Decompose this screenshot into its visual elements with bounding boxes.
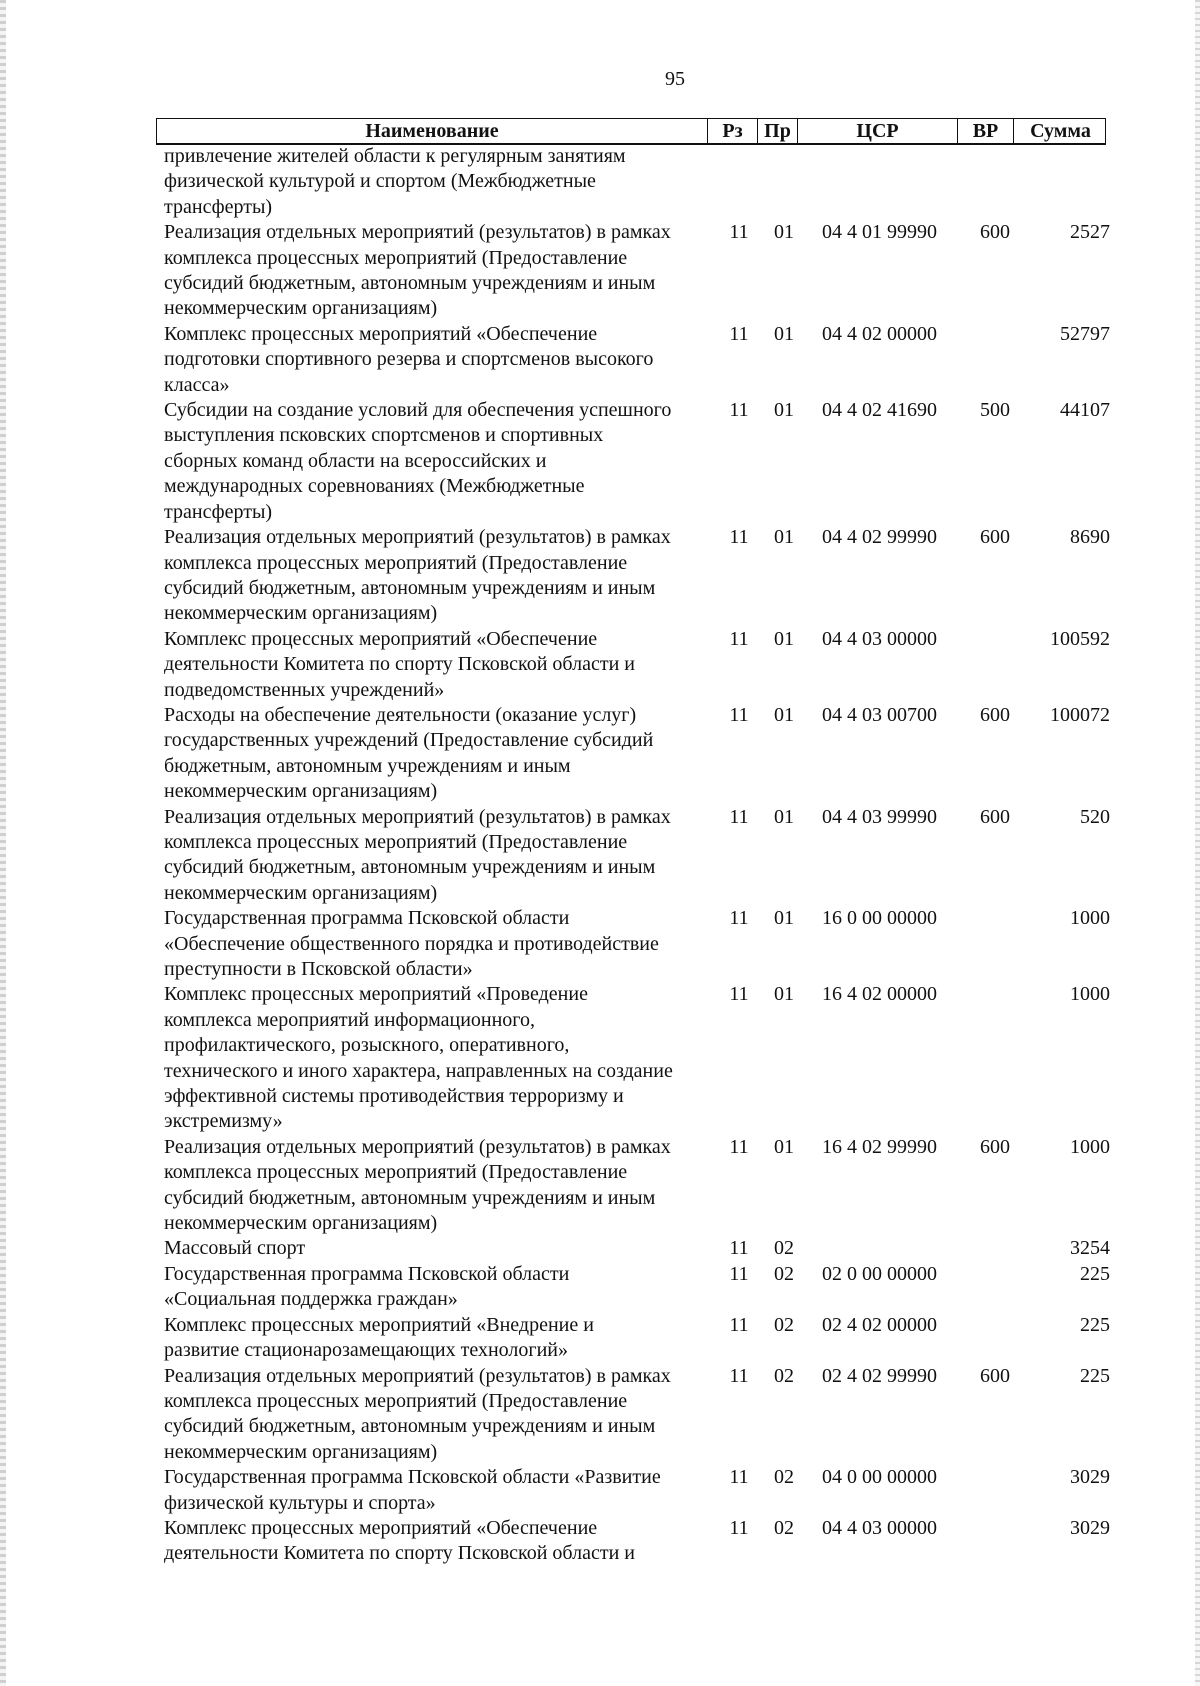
cell-vr: 600 xyxy=(980,805,1010,828)
header-sum: Сумма xyxy=(1013,119,1107,143)
cell-rz: 11 xyxy=(729,1516,749,1539)
cell-csr: 04 4 03 00000 xyxy=(822,627,937,650)
table-row xyxy=(164,1135,1124,1237)
cell-sum: 1000 xyxy=(1070,1135,1110,1158)
header-csr: ЦСР xyxy=(797,119,957,143)
cell-vr: 600 xyxy=(980,1135,1010,1158)
cell-name: Реализация отдельных мероприятий (результатов) в рамках комплекса процессных мероприятий (Предоставление субсидий бюджетным, автономным учреждениям и иным некоммерческим организациям) xyxy=(164,805,671,904)
cell-rz: 11 xyxy=(729,627,749,650)
cell-rz: 11 xyxy=(729,399,749,422)
cell-name: Реализация отдельных мероприятий (результатов) в рамках комплекса процессных мероприятий (Предоставление субсидий бюджетным, автономным учреждениям и иным некоммерческим организациям) xyxy=(164,221,671,320)
cell-pr: 01 xyxy=(774,805,794,828)
cell-rz: 11 xyxy=(729,703,749,726)
cell-csr: 04 0 00 00000 xyxy=(822,1466,937,1489)
table-header xyxy=(156,118,1106,145)
cell-rz: 11 xyxy=(729,1313,749,1336)
cell-name: привлечение жителей области к регулярным занятиям физической культурой и спортом (Межбюджетные трансферты) xyxy=(164,145,626,218)
cell-sum: 3254 xyxy=(1070,1237,1110,1260)
cell-pr: 02 xyxy=(774,1516,794,1539)
cell-rz: 11 xyxy=(729,983,749,1006)
cell-rz: 11 xyxy=(729,1237,749,1260)
cell-rz: 11 xyxy=(729,221,749,244)
cell-rz: 11 xyxy=(729,322,749,345)
cell-pr: 01 xyxy=(774,907,794,930)
cell-sum: 3029 xyxy=(1070,1466,1110,1489)
cell-pr: 01 xyxy=(774,983,794,1006)
cell-name: Расходы на обеспечение деятельности (оказание услуг) государственных учреждений (Предоставление субсидий бюджетным, автономным учреждениям и иным некоммерческим организациям) xyxy=(164,703,654,803)
cell-name: Комплекс процессных мероприятий «Обеспечение подготовки спортивного резерва и спортсменов высокого класса» xyxy=(164,322,654,396)
cell-csr: 04 4 02 41690 xyxy=(822,399,937,422)
cell-sum: 225 xyxy=(1080,1262,1110,1285)
table-row xyxy=(164,1262,1124,1313)
cell-rz: 11 xyxy=(729,526,749,549)
table-row xyxy=(164,322,1124,398)
table-row xyxy=(164,1516,1124,1567)
cell-sum: 100072 xyxy=(1050,703,1110,726)
cell-csr: 04 4 01 99990 xyxy=(822,221,937,244)
cell-rz: 11 xyxy=(729,1364,749,1387)
cell-pr: 02 xyxy=(774,1313,794,1336)
cell-sum: 1000 xyxy=(1070,907,1110,930)
header-rz: Рз xyxy=(707,119,757,143)
cell-name: Государственная программа Псковской области «Обеспечение общественного порядка и противодействие преступности в Псковской области» xyxy=(164,907,659,980)
cell-sum: 225 xyxy=(1080,1313,1110,1336)
cell-csr: 16 4 02 00000 xyxy=(822,983,937,1006)
cell-pr: 01 xyxy=(774,221,794,244)
cell-vr: 600 xyxy=(980,526,1010,549)
cell-pr: 01 xyxy=(774,703,794,726)
cell-csr: 04 4 02 99990 xyxy=(822,526,937,549)
cell-csr: 02 0 00 00000 xyxy=(822,1262,937,1285)
cell-pr: 01 xyxy=(774,627,794,650)
cell-name: Комплекс процессных мероприятий «Проведение комплекса мероприятий информационного, профилактического, розыскного, оперативного, технического и иного характера, направленных на создание эффективной системы противодействия терроризму и экстремизму» xyxy=(164,983,673,1133)
table-row xyxy=(164,1313,1124,1364)
cell-csr: 04 4 03 00000 xyxy=(822,1516,937,1539)
cell-name: Комплекс процессных мероприятий «Внедрение и развитие стационарозамещающих технологий» xyxy=(164,1313,594,1362)
cell-sum: 52797 xyxy=(1060,322,1110,345)
cell-rz: 11 xyxy=(729,1262,749,1285)
cell-vr: 600 xyxy=(980,221,1010,244)
cell-csr: 16 4 02 99990 xyxy=(822,1135,937,1158)
table-row xyxy=(164,703,1124,805)
cell-sum: 100592 xyxy=(1050,627,1110,650)
page-number: 95 xyxy=(665,68,685,90)
cell-pr: 01 xyxy=(774,1135,794,1158)
cell-csr: 16 0 00 00000 xyxy=(822,907,937,930)
table-row xyxy=(164,906,1124,982)
cell-rz: 11 xyxy=(729,1466,749,1489)
cell-name: Государственная программа Псковской области «Развитие физической культуры и спорта» xyxy=(164,1466,661,1514)
table-row xyxy=(164,220,1124,322)
table-row xyxy=(164,1465,1124,1516)
cell-vr: 600 xyxy=(980,1364,1010,1387)
table-row xyxy=(164,525,1124,627)
cell-rz: 11 xyxy=(729,805,749,828)
cell-sum: 44107 xyxy=(1060,399,1110,422)
cell-sum: 8690 xyxy=(1070,526,1110,549)
table-row xyxy=(164,627,1124,703)
table-row xyxy=(164,398,1124,525)
cell-name: Комплекс процессных мероприятий «Обеспечение деятельности Комитета по спорту Псковской области и подведомственных учреждений» xyxy=(164,627,635,701)
table-row xyxy=(164,1236,1124,1261)
header-vr: ВР xyxy=(957,119,1013,143)
cell-csr: 02 4 02 99990 xyxy=(822,1364,937,1387)
cell-name: Государственная программа Псковской области «Социальная поддержка граждан» xyxy=(164,1262,570,1311)
scan-edge-left xyxy=(0,0,6,1686)
scan-edge-right xyxy=(1195,0,1200,1686)
cell-rz: 11 xyxy=(729,907,749,930)
table-row xyxy=(164,1364,1124,1466)
cell-vr: 600 xyxy=(980,703,1010,726)
cell-sum: 225 xyxy=(1080,1364,1110,1387)
cell-vr: 500 xyxy=(980,399,1010,422)
cell-csr: 04 4 03 00700 xyxy=(822,703,937,726)
cell-pr: 02 xyxy=(774,1262,794,1285)
cell-name: Реализация отдельных мероприятий (результатов) в рамках комплекса процессных мероприятий (Предоставление субсидий бюджетным, автономным учреждениям и иным некоммерческим организациям) xyxy=(164,526,671,625)
cell-sum: 3029 xyxy=(1070,1516,1110,1539)
table-row xyxy=(164,982,1124,1134)
cell-pr: 02 xyxy=(774,1466,794,1489)
cell-csr: 02 4 02 00000 xyxy=(822,1313,937,1336)
cell-csr: 04 4 02 00000 xyxy=(822,322,937,345)
cell-name: Реализация отдельных мероприятий (результатов) в рамках комплекса процессных мероприятий (Предоставление субсидий бюджетным, автономным учреждениям и иным некоммерческим организациям) xyxy=(164,1135,671,1235)
cell-name: Комплекс процессных мероприятий «Обеспечение деятельности Комитета по спорту Псковской области и xyxy=(164,1516,635,1565)
cell-pr: 02 xyxy=(774,1237,794,1260)
table-row xyxy=(164,144,1124,220)
header-name: Наименование xyxy=(365,120,499,142)
cell-sum: 520 xyxy=(1080,805,1110,828)
header-pr: Пр xyxy=(757,119,797,143)
cell-pr: 02 xyxy=(774,1364,794,1387)
cell-sum: 2527 xyxy=(1070,221,1110,244)
cell-name: Массовый спорт xyxy=(164,1237,306,1260)
cell-pr: 01 xyxy=(774,322,794,345)
cell-name: Субсидии на создание условий для обеспечения успешного выступления псковских спортсменов и спортивных сборных команд области на всероссийских и международных соревнованиях (Межбюджетные трансферты) xyxy=(164,399,672,523)
cell-pr: 01 xyxy=(774,526,794,549)
cell-sum: 1000 xyxy=(1070,983,1110,1006)
cell-rz: 11 xyxy=(729,1135,749,1158)
cell-pr: 01 xyxy=(774,399,794,422)
cell-csr: 04 4 03 99990 xyxy=(822,805,937,828)
cell-name: Реализация отдельных мероприятий (результатов) в рамках комплекса процессных мероприятий (Предоставление субсидий бюджетным, автономным учреждениям и иным некоммерческим организациям) xyxy=(164,1364,671,1463)
table-body xyxy=(164,144,1124,1567)
table-row xyxy=(164,805,1124,907)
